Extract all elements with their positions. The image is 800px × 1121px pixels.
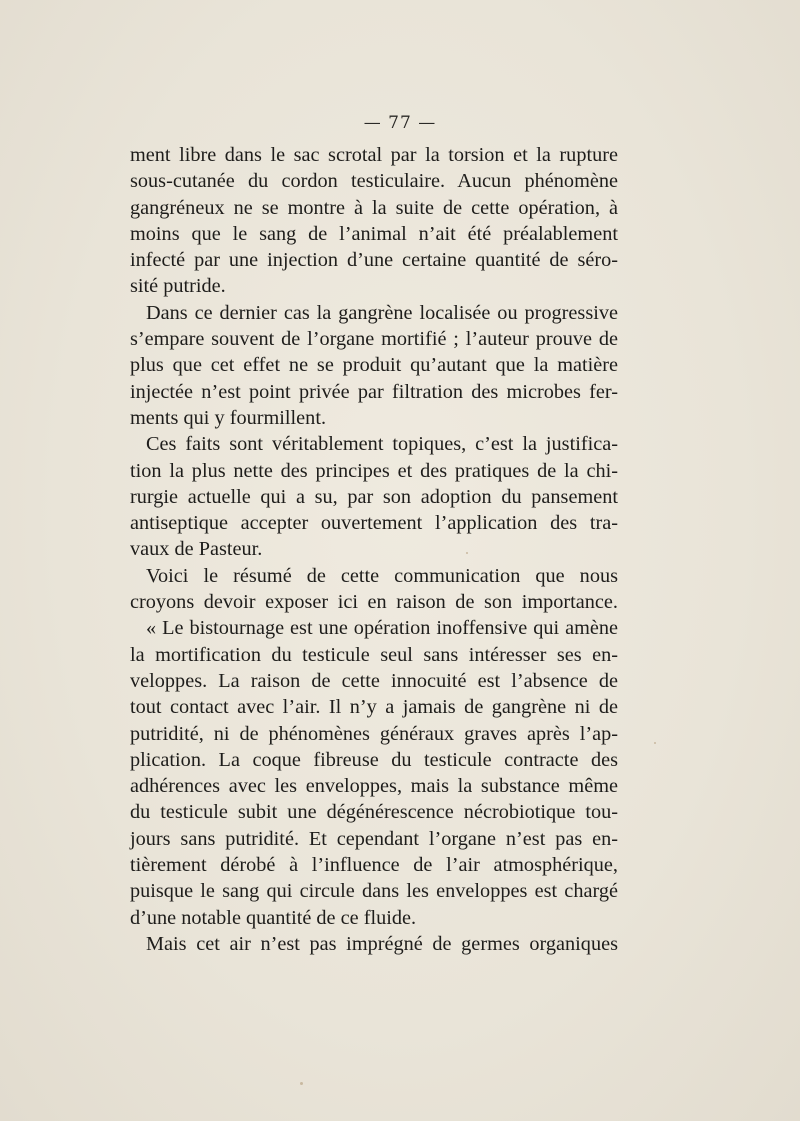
paper-speck [300, 1082, 303, 1085]
text-line: rurgie actuelle qui a su, par son adoption du pansement [130, 485, 618, 508]
text-line: s’empare souvent de l’organe mortifié ; l’auteur prouve de [130, 328, 618, 351]
text-line: veloppes. La raison de cette innocuité est l’absence de [130, 669, 618, 692]
text-line: Voici le résumé de cette communication que nous [146, 564, 618, 587]
body-text [130, 142, 618, 957]
text-line: puisque le sang qui circule dans les enveloppes est chargé [130, 880, 618, 903]
text-line: antiseptique accepter ouvertement l’application des tra- [130, 512, 618, 535]
text-line: sité putride. [130, 275, 226, 298]
text-line: Ces faits sont véritablement topiques, c’est la justifica- [146, 433, 618, 456]
text-line: injectée n’est point privée par filtration des microbes fer- [130, 380, 618, 403]
text-line: d’une notable quantité de ce fluide. [130, 906, 417, 929]
text-line: Dans ce dernier cas la gangrène localisée ou progressive [146, 301, 618, 324]
text-line: Mais cet air n’est pas imprégné de germes organiques [146, 932, 618, 955]
text-line: « Le bistournage est une opération inoffensive qui amène [146, 617, 618, 640]
text-line: putridité, ni de phénomènes généraux graves après l’ap- [130, 722, 618, 745]
text-line: du testicule subit une dégénérescence nécrobiotique tou- [130, 801, 618, 824]
text-line: sous-cutanée du cordon testiculaire. Aucun phénomène [130, 170, 618, 193]
text-line: tion la plus nette des principes et des pratiques de la chi- [130, 459, 618, 482]
text-line: ments qui y fourmillent. [130, 406, 327, 429]
text-line: plus que cet effet ne se produit qu’autant que la matière [130, 354, 618, 377]
text-line: la mortification du testicule seul sans intéresser ses en- [130, 643, 618, 666]
paper-speck [654, 742, 656, 744]
text-line: tout contact avec l’air. Il n’y a jamais de gangrène ni de [130, 696, 618, 719]
text-line: jours sans putridité. Et cependant l’organe n’est pas en- [130, 827, 618, 850]
text-line: gangréneux ne se montre à la suite de cette opération, à [130, 196, 618, 219]
text-line: vaux de Pasteur. [130, 538, 263, 561]
text-line: tièrement dérobé à l’influence de l’air atmosphérique, [130, 854, 618, 877]
text-line: infecté par une injection d’une certaine quantité de séro- [130, 249, 618, 272]
text-line: plication. La coque fibreuse du testicule contracte des [130, 748, 618, 771]
text-line: croyons devoir exposer ici en raison de son importance. [130, 591, 618, 614]
text-line: adhérences avec les enveloppes, mais la substance même [130, 775, 618, 798]
text-line: moins que le sang de l’animal n’ait été préalablement [130, 222, 618, 245]
text-line: ment libre dans le sac scrotal par la torsion et la rupture [130, 144, 618, 166]
paper-speck [466, 552, 468, 554]
page-number: — 77 — [363, 113, 437, 133]
